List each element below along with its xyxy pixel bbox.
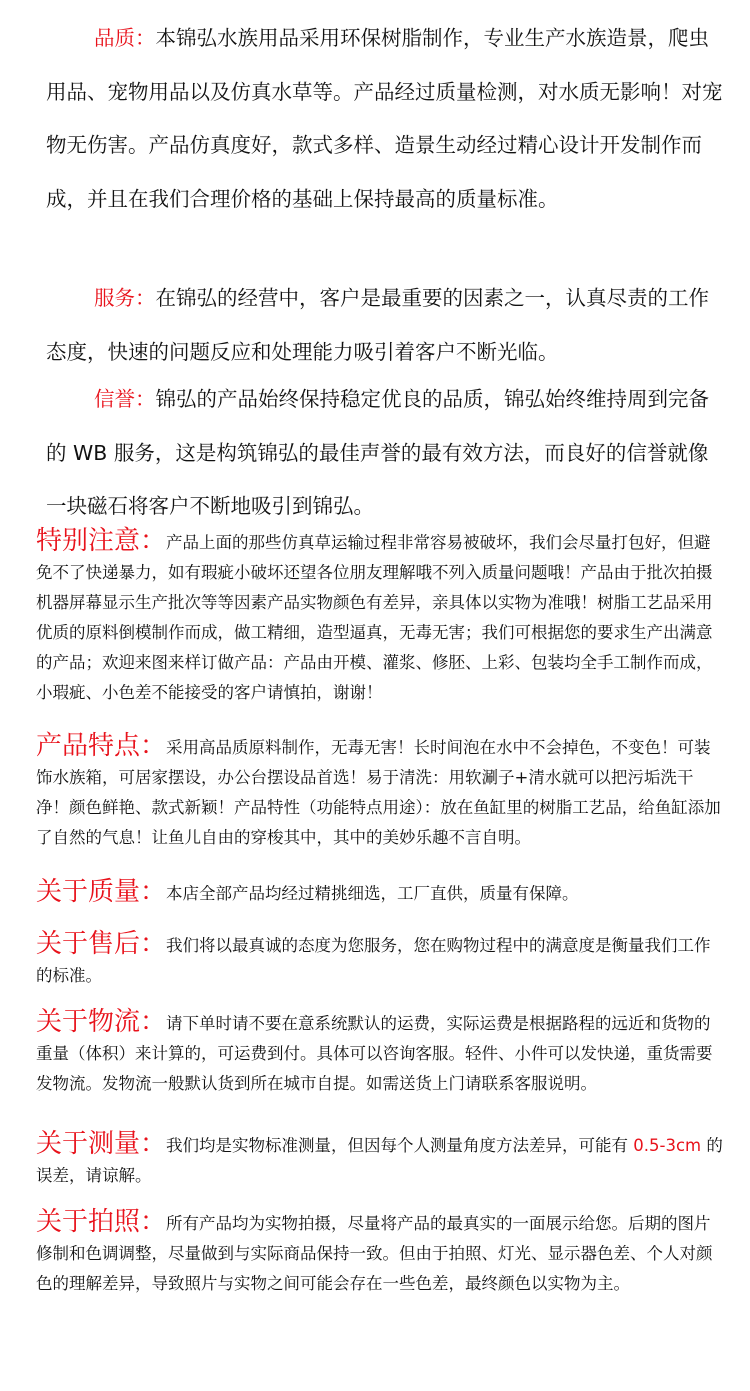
service-text: 在锦弘的经营中，客户是最重要的因素之一，认真尽责的工作态度，快速的问题反应和处理能力吸引着客户不断光临。 — [46, 286, 709, 364]
measurement-tolerance: 0.5-3cm — [633, 1136, 702, 1155]
product-features-text: 采用高品质原料制作，无毒无害！长时间泡在水中不会掉色，不变色！可装饰水族箱，可居家摆设，办公台摆设品首选！易于清洗：用软涮子+清水就可以把污垢洗干净！颜色鲜艳、款式新颖！产品特性（功能特点用途）：放在鱼缸里的树脂工艺品，给鱼缸添加了自然的气息！让鱼儿自由的穿梭其中，其中的美妙乐趣不言自明。 — [36, 738, 721, 847]
service-heading: 服务： — [94, 286, 156, 310]
quality-paragraph — [46, 12, 726, 226]
measurement-text-before: 我们均是实物标准测量，但因每个人测量角度方法差异，可能有 — [166, 1136, 634, 1155]
logistics-heading: 关于物流： — [36, 1007, 167, 1037]
reputation-heading: 信誉： — [94, 387, 156, 411]
product-features-paragraph — [36, 732, 726, 853]
special-notice-heading: 特别注意： — [36, 526, 167, 556]
after-sales-heading: 关于售后： — [36, 929, 167, 959]
special-notice-paragraph — [36, 527, 726, 708]
photos-text: 所有产品均为实物拍摄，尽量将产品的最真实的一面展示给您。后期的图片修制和色调调整，尽量做到与实际商品保持一致。但由于拍照、灯光、显示器色差、个人对颜色的理解差异，导致照片与实物之间可能会存在一些色差，最终颜色以实物为主。 — [36, 1214, 713, 1293]
quality-text: 本锦弘水族用品采用环保树脂制作，专业生产水族造景，爬虫用品、宠物用品以及仿真水草等。产品经过质量检测，对水质无影响！对宠物无伤害。产品仿真度好，款式多样、造景生动经过精心设计开发制作而成，并且在我们合理价格的基础上保持最高的质量标准。 — [46, 26, 723, 211]
after-sales-paragraph — [36, 930, 726, 991]
about-quality-text: 本店全部产品均经过精挑细选，工厂直供，质量有保障。 — [166, 884, 579, 903]
measurement-heading: 关于测量： — [36, 1129, 167, 1159]
logistics-paragraph — [36, 1008, 726, 1099]
quality-heading: 品质： — [94, 26, 156, 50]
reputation-text: 锦弘的产品始终保持稳定优良的品质，锦弘始终维持周到完备的 WB 服务，这是构筑锦弘的最佳声誉的最有效方法，而良好的信誉就像一块磁石将客户不断地吸引到锦弘。 — [46, 387, 709, 518]
after-sales-text: 我们将以最真诚的态度为您服务，您在购物过程中的满意度是衡量我们工作的标准。 — [36, 936, 711, 985]
special-notice-text: 产品上面的那些仿真草运输过程非常容易被破坏，我们会尽量打包好，但避免不了快递暴力，如有瑕疵小破坏还望各位朋友理解哦不列入质量问题哦！产品由于批次拍摄机器屏幕显示生产批次等等因素产品实物颜色有差异，亲具体以实物为准哦！树脂工艺品采用优质的原料倒模制作而成，做工精细，造型逼真，无毒无害；我们可根据您的要求生产出满意的产品；欢迎来图来样订做产品：产品由开模、灌浆、修胚、上彩、包装均全手工制作而成，小瑕疵、小色差不能接受的客户请慎拍，谢谢！ — [36, 533, 713, 702]
measurement-text-after: 的误差，请谅解。 — [36, 1136, 723, 1185]
about-quality-paragraph — [36, 878, 726, 909]
product-features-heading: 产品特点： — [36, 731, 167, 761]
photos-heading: 关于拍照： — [36, 1207, 167, 1237]
service-paragraph — [46, 272, 726, 379]
logistics-text: 请下单时请不要在意系统默认的运费，实际运费是根据路程的远近和货物的重量（体积）来计算的，可运费到付。具体可以咨询客服。轻件、小件可以发快递，重货需要发物流。发物流一般默认货到所在城市自提。如需送货上门请联系客服说明。 — [36, 1014, 713, 1093]
about-quality-heading: 关于质量： — [36, 877, 167, 907]
photos-paragraph — [36, 1208, 726, 1299]
reputation-paragraph — [46, 373, 726, 534]
measurement-paragraph — [36, 1130, 726, 1191]
